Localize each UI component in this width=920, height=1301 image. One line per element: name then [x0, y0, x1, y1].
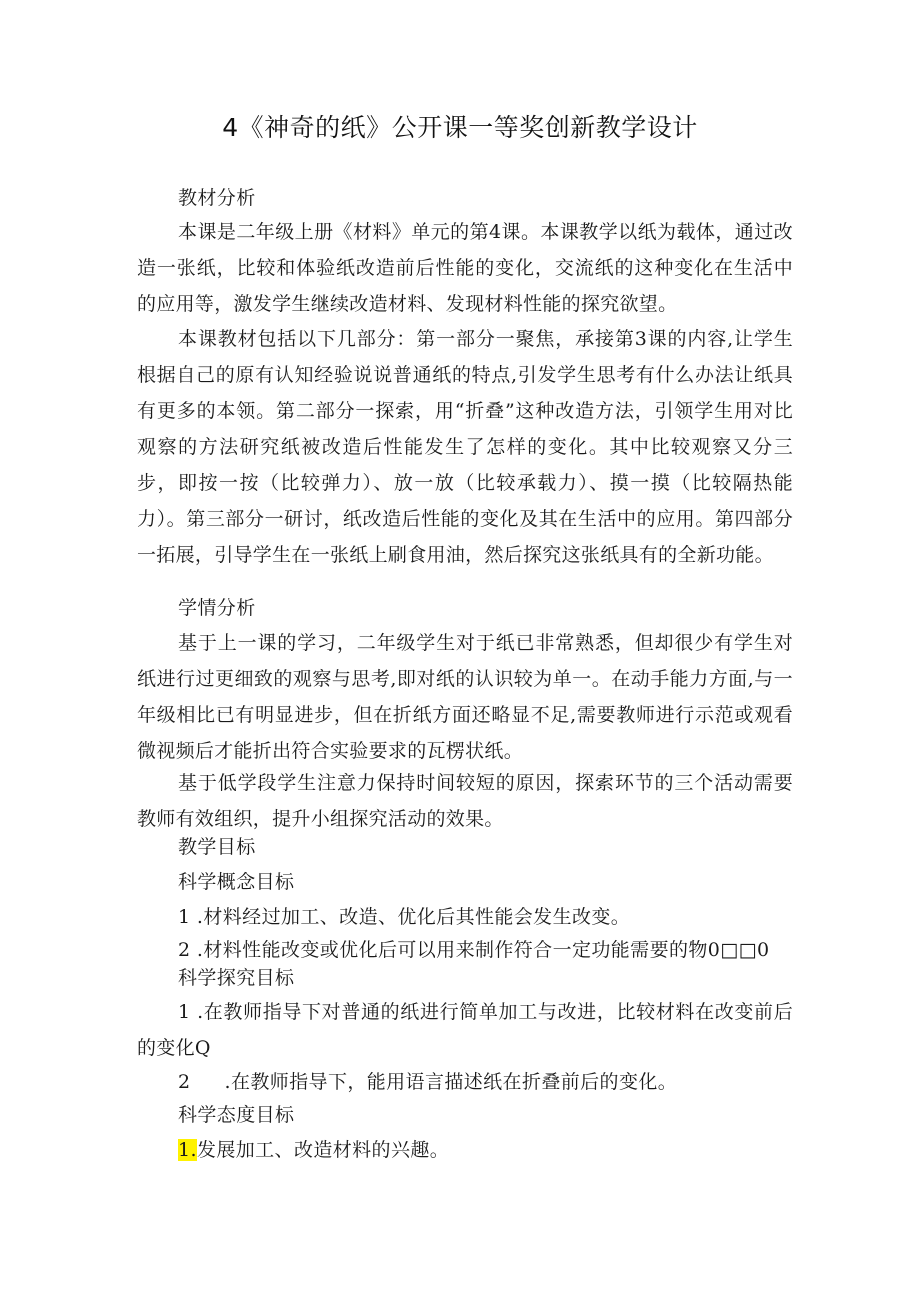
attitude-goal-1-text: 发展加工、改造材料的兴趣。: [196, 1139, 450, 1161]
paragraph-material-1: 本课是二年级上册《材料》单元的第4课。本课教学以纸为载体，通过改造一张纸，比较和体验纸改造前后性能的变化，交流纸的这种变化在生活中的应用等，激发学生继续改造材料、发现材料性能的探究欲望。: [137, 221, 793, 315]
inquiry-goal-2-number: 2: [178, 1071, 191, 1093]
attitude-goal-1: [137, 1136, 838, 1164]
subheading-inquiry: 科学探究目标: [178, 967, 295, 989]
subheading-concept: 科学概念目标: [178, 871, 295, 893]
subheading-attitude: 科学态度目标: [178, 1104, 295, 1126]
inquiry-goal-1: 1 .在教师指导下对普通的纸进行简单加工与改进，比较材料在改变前后的变化Q: [137, 1001, 793, 1059]
concept-goal-2: 2 .材料性能改变或优化后可以用来制作符合一定功能需要的物0□□0: [178, 939, 770, 961]
paragraph-student-1: 基于上一课的学习，二年级学生对于纸已非常熟悉，但却很少有学生对纸进行过更细致的观察与思考,即对纸的认识较为单一。在动手能力方面,与一年级相比已有明显进步，但在折纸方面还略显不足,需要教师进行示范或观看微视频后才能折出符合实验要求的瓦楞状纸。: [137, 632, 793, 762]
paragraph-student-2: 基于低学段学生注意力保持时间较短的原因，探索环节的三个活动需要教师有效组织，提升小组探究活动的效果。: [137, 772, 793, 830]
inquiry-goal-2-text: .在教师指导下，能用语言描述纸在折叠前后的变化。: [224, 1071, 678, 1093]
section-heading-goals: 教学目标: [178, 836, 256, 858]
inquiry-goal-2: [137, 1068, 838, 1096]
paragraph-material-2: 本课教材包括以下几部分：第一部分一聚焦，承接第3课的内容,让学生根据自己的原有认知经验说说普通纸的特点,引发学生思考有什么办法让纸具有更多的本领。第二部分一探索，用“折叠”这种改造方法，引领学生用对比观察的方法研究纸被改造后性能发生了怎样的变化。其中比较观察又分三步，即按一按（比较弹力）、放一放（比较承载力）、摸一摸（比较隔热能力）。第三部分一研讨，纸改造后性能的变化及其在生活中的应用。第四部分一拓展，引导学生在一张纸上刷食用油，然后探究这张纸具有的全新功能。: [137, 328, 793, 566]
section-heading-material: 教材分析: [178, 187, 256, 209]
section-heading-student: 学情分析: [178, 597, 256, 619]
concept-goal-1: 1 .材料经过加工、改造、优化后其性能会发生改变。: [178, 906, 631, 928]
page-title: 4《神奇的纸》公开课一等奖创新教学设计: [222, 113, 698, 142]
highlight-marker: 1.: [178, 1139, 197, 1161]
